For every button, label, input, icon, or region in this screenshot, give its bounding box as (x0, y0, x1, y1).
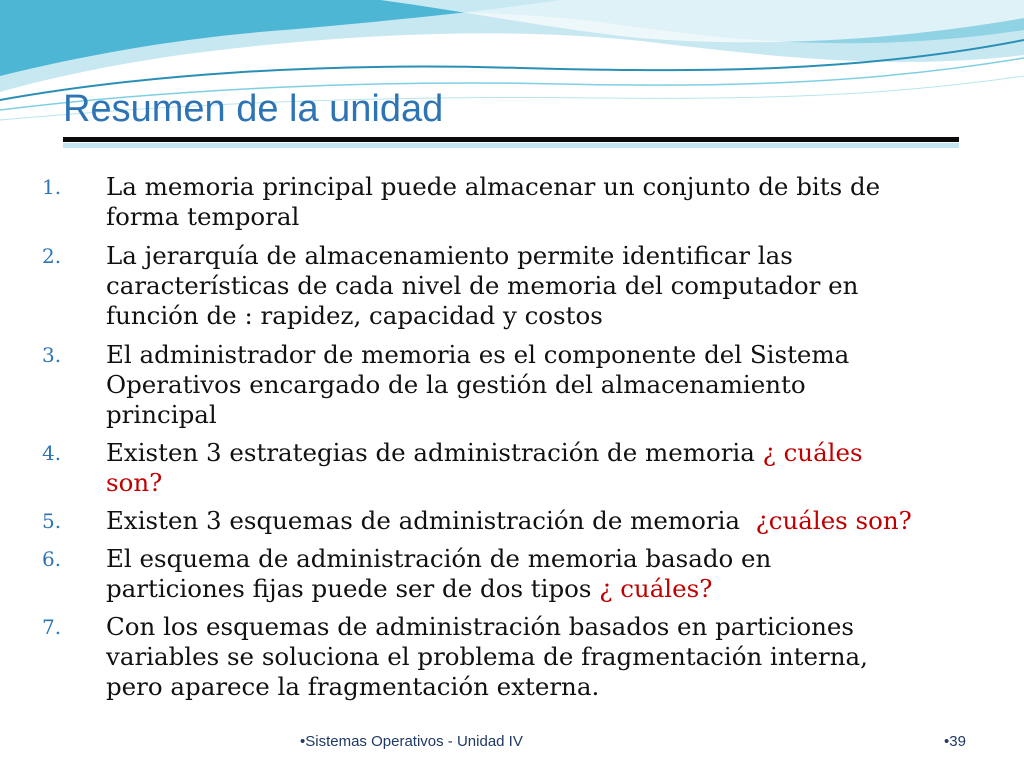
item-number: 5. (42, 509, 62, 533)
item-text (106, 544, 942, 604)
slide-title: Resumen de la unidad (63, 88, 444, 130)
question-text: ¿ cuáles? (599, 574, 713, 603)
item-line (106, 506, 942, 536)
item-line: Operativos encargado de la gestión del almacenamiento (106, 370, 806, 399)
item-number: 7. (42, 615, 62, 639)
question-text: son? (106, 468, 163, 497)
item-text (106, 438, 942, 498)
item-line (106, 438, 942, 468)
item-line: características de cada nivel de memoria del computador en (106, 271, 859, 300)
item-number: 6. (42, 547, 62, 571)
item-line: principal (106, 400, 217, 429)
item-text (106, 612, 942, 702)
item-number: 1. (42, 175, 62, 199)
item-line-text: Existen 3 estrategias de administración de memoria (106, 438, 763, 467)
item-number: 4. (42, 441, 62, 465)
item-line: función de : rapidez, capacidad y costos (106, 301, 603, 330)
item-number: 2. (42, 244, 62, 268)
item-line-text: particiones fijas puede ser de dos tipos (106, 574, 600, 603)
item-line: forma temporal (106, 202, 300, 231)
item-text (106, 241, 942, 331)
item-number: 3. (42, 343, 62, 367)
item-line: La jerarquía de almacenamiento permite identificar las (106, 241, 793, 270)
item-line: Con los esquemas de administración basados en particiones (106, 612, 854, 641)
item-text (106, 172, 942, 232)
question-text: ¿cuáles son? (755, 506, 912, 535)
question-text: ¿ cuáles (762, 438, 863, 467)
item-line: La memoria principal puede almacenar un conjunto de bits de (106, 172, 881, 201)
item-line: El esquema de administración de memoria basado en (106, 544, 772, 573)
item-line (106, 468, 942, 498)
item-text (106, 340, 942, 430)
footer-text: •Sistemas Operativos - Unidad IV (300, 733, 523, 750)
page-number: •39 (944, 733, 966, 750)
item-line: El administrador de memoria es el componente del Sistema (106, 340, 850, 369)
item-line-text: Existen 3 esquemas de administración de memoria (106, 506, 756, 535)
item-text (106, 506, 942, 536)
item-line (106, 574, 942, 604)
item-line: pero aparece la fragmentación externa. (106, 672, 600, 701)
item-line: variables se soluciona el problema de fragmentación interna, (106, 642, 868, 671)
